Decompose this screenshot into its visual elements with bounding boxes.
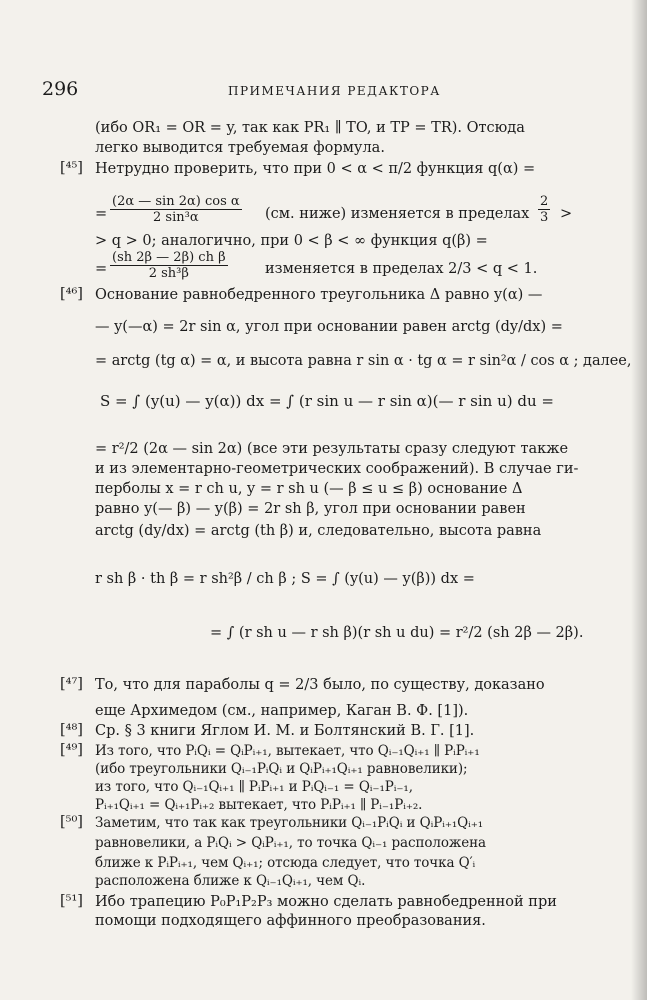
fraction [110, 250, 228, 281]
text-line: Нетрудно проверить, что при 0 < α < π/2 функция q(α) = [95, 161, 536, 177]
text-line: еще Архимедом (см., например, Каган В. Ф. [1]). [95, 703, 469, 719]
text-line: расположена ближе к Qᵢ₋₁Qᵢ₊₁, чем Qᵢ. [95, 873, 366, 889]
footnote-marker: [⁴⁵] [60, 160, 83, 176]
text-line: arctg (dy/dx) = arctg (th β) и, следовательно, высота равна [95, 523, 542, 539]
footnote-marker: [⁴⁶] [60, 286, 83, 302]
text-line: (ибо треугольники Qᵢ₋₁PᵢQᵢ и QᵢPᵢ₊₁Qᵢ₊₁ равновелики); [95, 761, 468, 777]
text-line: перболы x = r ch u, y = r sh u (— β ≤ u ≤ β) основание Δ [95, 481, 523, 497]
fraction [538, 194, 550, 225]
text-line: равновелики, а PᵢQᵢ > QᵢPᵢ₊₁, то точка Qᵢ₋₁ расположена [95, 835, 486, 851]
footnote-marker: [⁴⁹] [60, 742, 83, 758]
page-number: 296 [42, 78, 79, 100]
page-edge-shadow [631, 0, 647, 1000]
text-line: Pᵢ₊₁Qᵢ₊₁ = Qᵢ₊₁Pᵢ₊₂ вытекает, что PᵢPᵢ₊₁ ∥ Pᵢ₋₁Pᵢ₊₂. [95, 797, 423, 813]
text-line: изменяется в пределах 2/3 < q < 1. [265, 261, 538, 277]
footnote-marker: [⁵¹] [60, 893, 83, 909]
text-line: Ибо трапецию P₀P₁P₂P₃ можно сделать равнобедренной при [95, 894, 557, 910]
fraction-denominator: 2 sh³β [148, 266, 189, 281]
text-line: Ср. § 3 книги Яглом И. М. и Болтянский В. Г. [1]. [95, 723, 475, 739]
fraction [110, 194, 242, 225]
text-line: и из элементарно-геометрических соображений). В случае ги- [95, 461, 579, 477]
text-line: ближе к PᵢPᵢ₊₁, чем Qᵢ₊₁; отсюда следует, что точка Q′ᵢ [95, 855, 476, 871]
fraction-denominator: 2 sin³α [153, 210, 199, 225]
text-line: (см. ниже) изменяется в пределах [265, 206, 530, 222]
running-title: ПРИМЕЧАНИЯ РЕДАКТОРА [228, 84, 441, 98]
formula-line: r sh β · th β = r sh²β / ch β ; S = ∫ (y(u) — y(β)) dx = [95, 571, 475, 587]
fraction-numerator: (2α — sin 2α) cos α [112, 194, 240, 209]
greater-sign: > [560, 206, 573, 222]
footnote-marker: [⁴⁸] [60, 722, 83, 738]
fraction-numerator: (sh 2β — 2β) ch β [112, 250, 226, 265]
fraction-denominator: 3 [540, 210, 549, 225]
text-line: из того, что Qᵢ₋₁Qᵢ₊₁ ∥ PᵢPᵢ₊₁ и PᵢQᵢ₋₁ = Qᵢ₋₁Pᵢ₋₁, [95, 779, 413, 795]
formula-line: = ∫ (r sh u — r sh β)(r sh u du) = r²/2 (sh 2β — 2β). [210, 625, 584, 641]
fraction-numerator: 2 [540, 194, 549, 209]
footnote-marker: [⁴⁷] [60, 676, 83, 692]
text-line: — y(—α) = 2r sin α, угол при основании равен arctg (dy/dx) = [95, 319, 563, 335]
text-line: Основание равнобедренного треугольника Δ равно y(α) — [95, 287, 543, 303]
text-line: легко выводится требуемая формула. [95, 140, 385, 156]
equals-sign: = [95, 206, 108, 222]
text-line: То, что для параболы q = 2/3 было, по существу, доказано [95, 677, 545, 693]
text-line: = arctg (tg α) = α, и высота равна r sin α · tg α = r sin²α / cos α ; далее, [95, 353, 632, 369]
text-line: Из того, что PᵢQᵢ = QᵢPᵢ₊₁, вытекает, что Qᵢ₋₁Qᵢ₊₁ ∥ PᵢPᵢ₊₁ [95, 743, 480, 759]
text-line [95, 205, 107, 223]
formula-line: S = ∫ (y(u) — y(α)) dx = ∫ (r sin u — r sin α)(— r sin u) du = [100, 392, 554, 410]
text-line: Заметим, что так как треугольники Qᵢ₋₁PᵢQᵢ и QᵢPᵢ₊₁Qᵢ₊₁ [95, 815, 484, 831]
text-line: > q > 0; аналогично, при 0 < β < ∞ функция q(β) = [95, 233, 488, 249]
equals-sign: = [95, 261, 108, 277]
footnote-marker: [⁵⁰] [60, 814, 83, 830]
text-line [95, 260, 107, 278]
text-line: помощи подходящего аффинного преобразования. [95, 913, 486, 929]
text-line: = r²/2 (2α — sin 2α) (все эти результаты сразу следуют также [95, 441, 569, 457]
text-line: (ибо OR₁ = OR = y, так как PR₁ ∥ TO, и TP = TR). Отсюда [95, 120, 525, 136]
text-line: равно y(— β) — y(β) = 2r sh β, угол при основании равен [95, 501, 526, 517]
